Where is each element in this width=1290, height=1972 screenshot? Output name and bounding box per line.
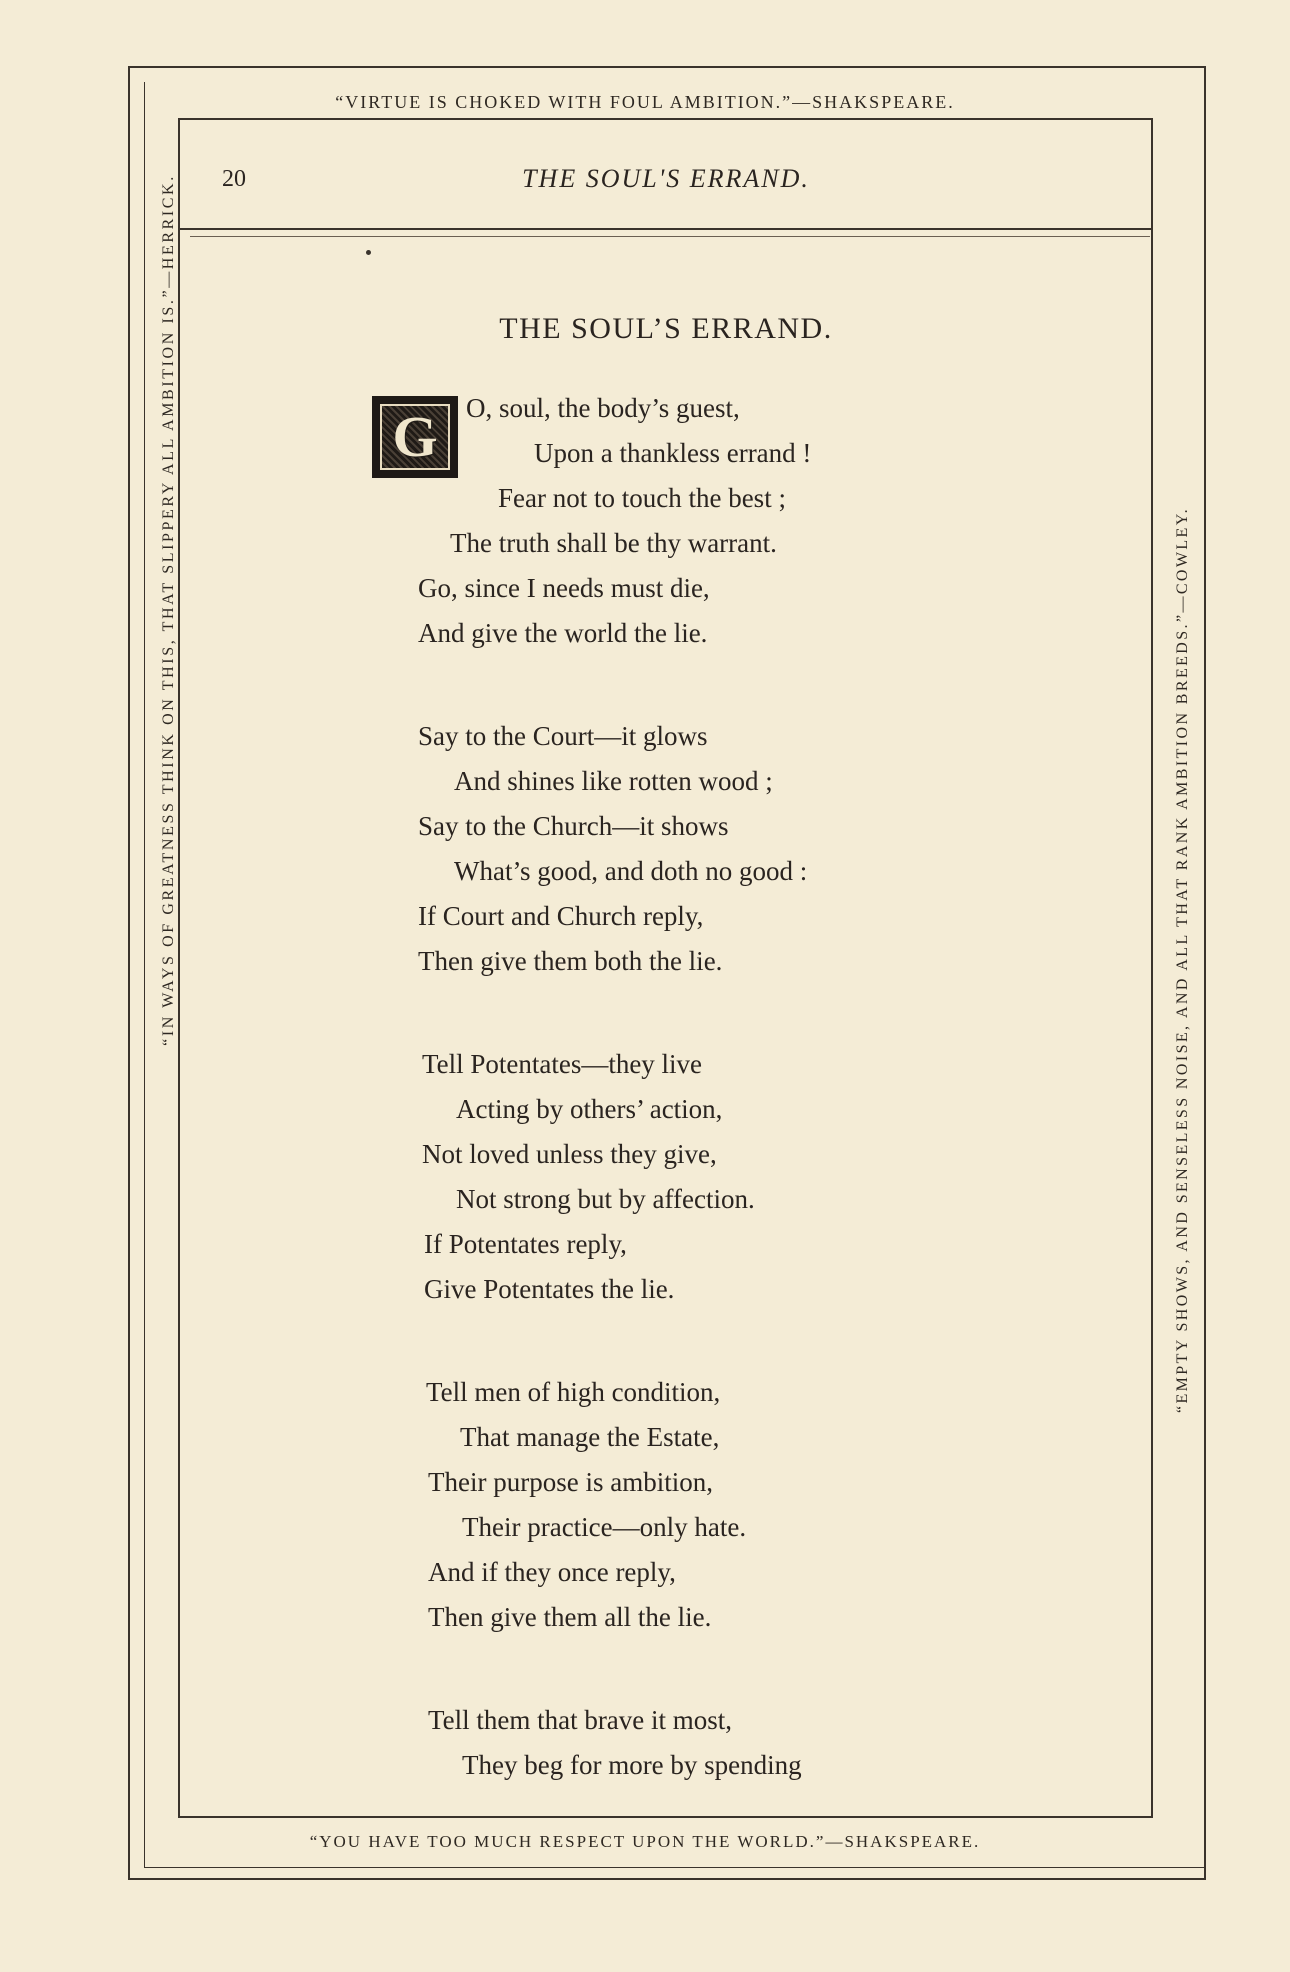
poem-line: And if they once reply,	[428, 1557, 676, 1587]
poem-line: Then give them both the lie.	[418, 946, 723, 976]
poem-line: And give the world the lie.	[418, 618, 708, 648]
drop-cap-ornament	[372, 396, 458, 478]
poem-line: They beg for more by spending	[462, 1750, 802, 1780]
poem-line: What’s good, and doth no good :	[454, 856, 808, 886]
drop-cap-letter: G	[392, 404, 438, 469]
poem-line: If Potentates reply,	[424, 1229, 627, 1259]
poem-line: Say to the Church—it shows	[418, 811, 729, 841]
poem-line: That manage the Estate,	[460, 1422, 720, 1452]
poem-line: Go, since I needs must die,	[418, 573, 710, 603]
poem-line: Their practice—only hate.	[462, 1512, 747, 1542]
running-head: THE SOUL'S ERRAND.	[522, 164, 810, 193]
print-speck	[366, 250, 371, 255]
poem-line: Acting by others’ action,	[456, 1094, 723, 1124]
poem-line: Upon a thankless errand !	[534, 438, 812, 468]
border-quote-left: “IN WAYS OF GREATNESS THINK ON THIS, THAT SLIPPERY ALL AMBITION IS.”—HERRICK.	[160, 174, 177, 1046]
header-rule-secondary	[190, 236, 1150, 237]
poem-line: Tell men of high condition,	[426, 1377, 721, 1407]
border-quote-bottom: “YOU HAVE TOO MUCH RESPECT UPON THE WORLD.”—SHAKSPEARE.	[309, 1832, 981, 1851]
poem-line: Not loved unless they give,	[422, 1139, 717, 1169]
border-quote-top: “VIRTUE IS CHOKED WITH FOUL AMBITION.”—SHAKSPEARE.	[335, 92, 955, 112]
poem-line: Tell them that brave it most,	[428, 1705, 733, 1735]
poem-line: Say to the Court—it glows	[418, 721, 708, 751]
poem-line: Their purpose is ambition,	[428, 1467, 713, 1497]
poem-line: If Court and Church reply,	[418, 901, 704, 931]
poem-line: O, soul, the body’s guest,	[466, 393, 740, 423]
poem-line: The truth shall be thy warrant.	[450, 528, 777, 558]
poem-line: Not strong but by affection.	[456, 1184, 755, 1214]
border-quote-right: “EMPTY SHOWS, AND SENSELESS NOISE, AND ALL THAT RANK AMBITION BREEDS.”—COWLEY.	[1174, 506, 1191, 1414]
poem-line: Then give them all the lie.	[428, 1602, 712, 1632]
page-number: 20	[222, 166, 246, 192]
poem-title: THE SOUL’S ERRAND.	[499, 312, 833, 345]
poem-line: And shines like rotten wood ;	[454, 766, 773, 796]
poem-line: Tell Potentates—they live	[422, 1049, 703, 1079]
poem-line: Fear not to touch the best ;	[498, 483, 786, 513]
header-rule	[180, 228, 1152, 230]
poem-line: Give Potentates the lie.	[424, 1274, 675, 1304]
